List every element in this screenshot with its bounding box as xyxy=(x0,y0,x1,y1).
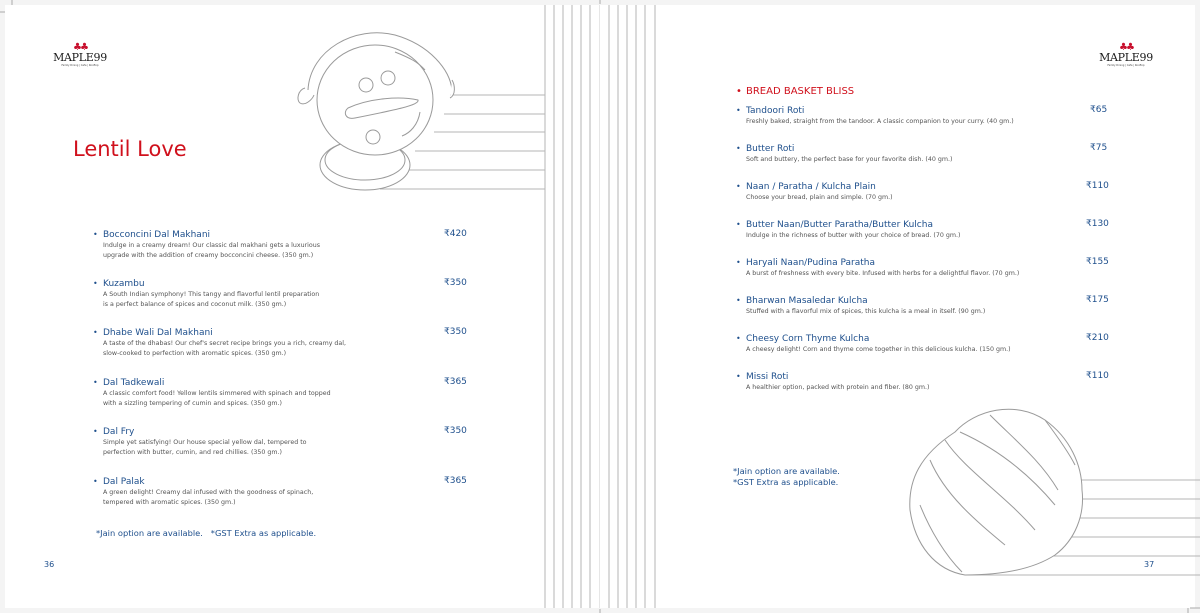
item-description: is a perfect balance of spices and coconut milk. (350 gm.) xyxy=(103,301,287,308)
bullet-icon: • xyxy=(736,106,741,115)
bullet-icon: • xyxy=(736,86,742,97)
item-name: Bharwan Masaledar Kulcha xyxy=(746,296,868,306)
menu-item xyxy=(736,257,1019,279)
brand-name: MAPLE99 xyxy=(1099,51,1153,64)
item-description: A burst of freshness with every bite. Infused with herbs for a delightful flavor. (70 gm.) xyxy=(746,270,1020,277)
bullet-icon: • xyxy=(736,334,741,343)
item-description: A cheesy delight! Corn and thyme come together in this delicious kulcha. (150 gm.) xyxy=(746,346,1011,353)
item-price: ₹65 xyxy=(1090,105,1108,115)
bullet-icon: • xyxy=(93,427,98,436)
brand-tagline: Family Dining | Cafe | Rooftop xyxy=(61,64,99,67)
item-price: ₹350 xyxy=(444,327,467,337)
item-description: slow-cooked to perfection with aromatic spices. (350 gm.) xyxy=(103,350,287,357)
bullet-icon: • xyxy=(736,144,741,153)
bread-illustration xyxy=(910,409,1083,575)
item-price: ₹365 xyxy=(444,476,467,486)
page-number: 37 xyxy=(1144,560,1155,569)
item-description: Indulge in the richness of butter with your choice of bread. (70 gm.) xyxy=(746,232,961,239)
item-description: A green delight! Creamy dal infused with the goodness of spinach, xyxy=(103,489,314,496)
maple-leaf-icon: ♣♣ xyxy=(73,42,87,53)
footnote-gst: *GST Extra as applicable. xyxy=(733,477,839,487)
item-price: ₹365 xyxy=(444,377,467,387)
menu-item xyxy=(736,143,952,165)
brand-tagline: Family Dining | Cafe | Rooftop xyxy=(1107,64,1145,67)
bullet-icon: • xyxy=(736,182,741,191)
bullet-icon: • xyxy=(736,296,741,305)
item-price: ₹175 xyxy=(1086,295,1109,305)
menu-item xyxy=(93,327,346,359)
item-price: ₹130 xyxy=(1086,219,1109,229)
menu-item xyxy=(736,333,1011,355)
menu-item xyxy=(93,278,319,310)
item-name: Dal Tadkewali xyxy=(103,378,165,388)
bullet-icon: • xyxy=(93,230,98,239)
item-description: A South Indian symphony! This tangy and flavorful lentil preparation xyxy=(103,291,320,298)
item-price: ₹420 xyxy=(444,229,467,239)
menu-item xyxy=(93,229,320,261)
item-price: ₹350 xyxy=(444,278,467,288)
footnote: *Jain option are available. *GST Extra as applicable. xyxy=(96,528,317,538)
menu-item xyxy=(93,476,313,508)
menu-item xyxy=(736,105,1014,127)
menu-item xyxy=(93,426,307,458)
item-description: with a sizzling tempering of cumin and spices. (350 gm.) xyxy=(103,400,282,407)
item-name: Tandoori Roti xyxy=(746,106,805,116)
menu-item xyxy=(736,295,985,317)
item-description: upgrade with the addition of creamy bocconcini cheese. (350 gm.) xyxy=(103,252,314,259)
brand-logo-right xyxy=(1094,44,1158,67)
menu-item xyxy=(93,377,331,409)
bullet-icon: • xyxy=(93,477,98,486)
item-description: A classic comfort food! Yellow lentils simmered with spinach and topped xyxy=(103,390,331,397)
item-price: ₹110 xyxy=(1086,181,1109,191)
item-description: Stuffed with a flavorful mix of spices, this kulcha is a meal in itself. (90 gm.) xyxy=(746,308,986,315)
item-name: Kuzambu xyxy=(103,279,145,289)
brand-logo-left xyxy=(48,44,112,67)
item-name: Butter Roti xyxy=(746,144,795,154)
item-name: Butter Naan/Butter Paratha/Butter Kulcha xyxy=(746,220,933,230)
item-description: A taste of the dhabas! Our chef's secret recipe brings you a rich, creamy dal, xyxy=(103,340,347,347)
item-name: Dhabe Wali Dal Makhani xyxy=(103,328,213,338)
section-title-text: BREAD BASKET BLISS xyxy=(746,86,855,97)
dal-bowl-illustration xyxy=(298,33,454,190)
menu-item xyxy=(736,219,960,241)
item-description: Freshly baked, straight from the tandoor. A classic companion to your curry. (40 gm.) xyxy=(746,118,1014,125)
menu-item xyxy=(736,181,893,203)
bullet-icon: • xyxy=(93,378,98,387)
item-name: Naan / Paratha / Kulcha Plain xyxy=(746,182,876,192)
page-title: Lentil Love xyxy=(73,137,187,161)
section-title xyxy=(736,86,854,97)
item-price: ₹350 xyxy=(444,426,467,436)
item-description: tempered with aromatic spices. (350 gm.) xyxy=(103,499,236,506)
brand-name: MAPLE99 xyxy=(53,51,107,64)
item-description: A healthier option, packed with protein and fiber. (80 gm.) xyxy=(746,384,930,391)
item-description: Choose your bread, plain and simple. (70 gm.) xyxy=(746,194,893,201)
maple-leaf-icon: ♣♣ xyxy=(1119,42,1133,53)
page-number: 36 xyxy=(44,560,55,569)
item-description: Simple yet satisfying! Our house special yellow dal, tempered to xyxy=(103,439,307,446)
item-price: ₹155 xyxy=(1086,257,1109,267)
bullet-icon: • xyxy=(93,328,98,337)
item-name: Dal Fry xyxy=(103,427,135,437)
footnote-jain: *Jain option are available. xyxy=(733,466,840,476)
item-description: perfection with butter, cumin, and red chillies. (350 gm.) xyxy=(103,449,283,456)
bullet-icon: • xyxy=(736,372,741,381)
item-name: Cheesy Corn Thyme Kulcha xyxy=(746,334,870,344)
item-price: ₹210 xyxy=(1086,333,1109,343)
bullet-icon: • xyxy=(736,258,741,267)
item-name: Bocconcini Dal Makhani xyxy=(103,230,211,240)
item-description: Soft and buttery, the perfect base for your favorite dish. (40 gm.) xyxy=(746,156,953,163)
item-description: Indulge in a creamy dream! Our classic dal makhani gets a luxurious xyxy=(103,242,321,249)
item-price: ₹110 xyxy=(1086,371,1109,381)
item-name: Dal Palak xyxy=(103,477,145,487)
bullet-icon: • xyxy=(736,220,741,229)
bullet-icon: • xyxy=(93,279,98,288)
item-name: Missi Roti xyxy=(746,372,789,382)
item-price: ₹75 xyxy=(1090,143,1108,153)
item-name: Haryali Naan/Pudina Paratha xyxy=(746,258,875,268)
menu-item xyxy=(736,371,930,393)
